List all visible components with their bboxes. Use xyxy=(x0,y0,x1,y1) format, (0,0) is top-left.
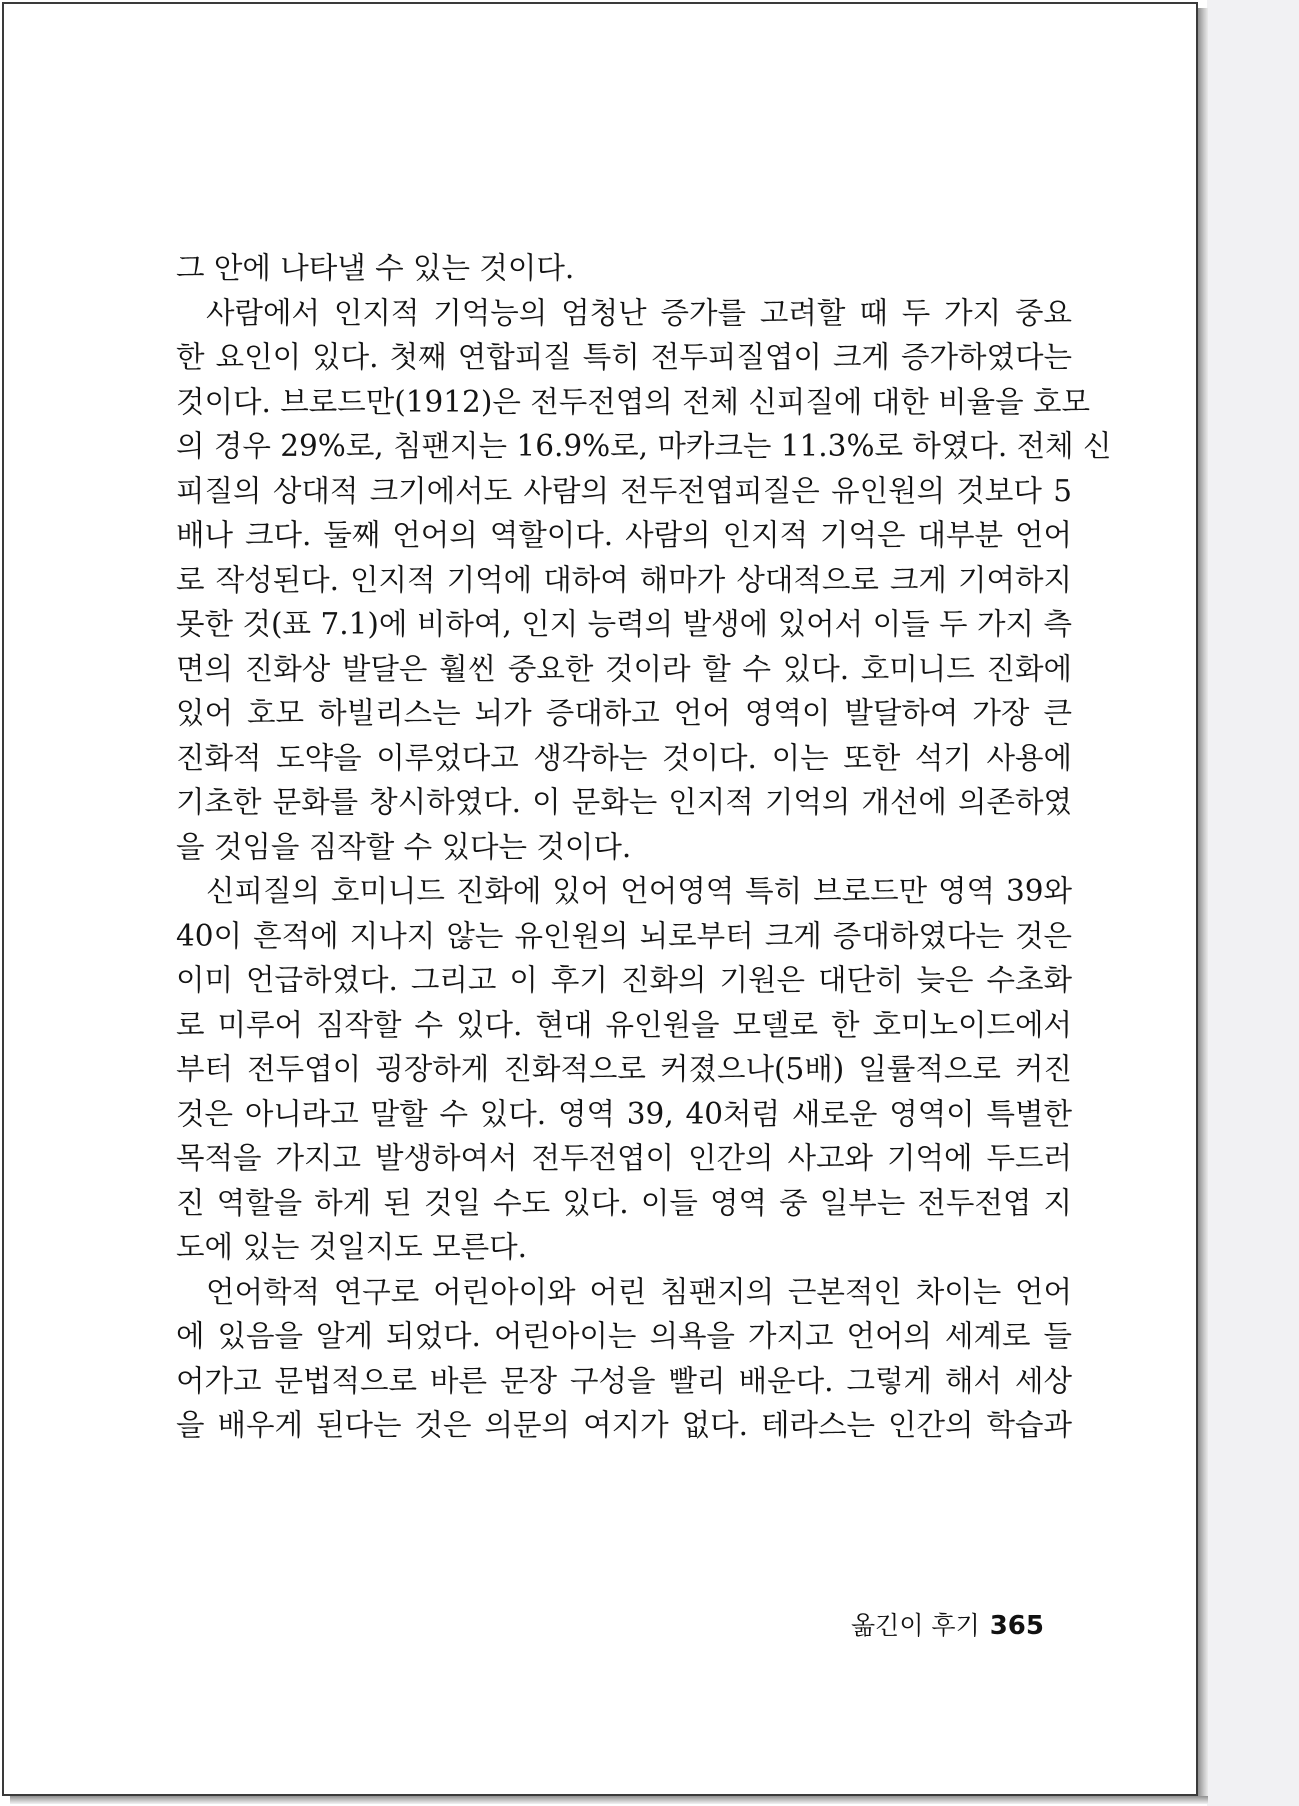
running-title: 옮긴이 후기 xyxy=(851,1611,980,1640)
text-line: 의 경우 29%로, 침팬지는 16.9%로, 마카크는 11.3%로 하였다. 전체 신 xyxy=(176,429,1112,463)
text-line: 신피질의 호미니드 진화에 있어 언어영역 특히 브로드만 영역 39와 xyxy=(206,874,1072,908)
text-line: 언어학적 연구로 어린아이와 어린 침팬지의 근본적인 차이는 언어 xyxy=(206,1274,1072,1309)
text-line: 이미 언급하였다. 그리고 이 후기 진화의 기원은 대단히 늦은 수초화 xyxy=(176,963,1072,997)
text-line: 을 것임을 짐작할 수 있다는 것이다. xyxy=(176,829,632,864)
text-line: 에 있음을 알게 되었다. 어린아이는 의욕을 가지고 언어의 세계로 들 xyxy=(176,1319,1072,1353)
text-line: 40이 흔적에 지나지 않는 유인원의 뇌로부터 크게 증대하였다는 것은 xyxy=(176,918,1072,953)
text-line: 있어 호모 하빌리스는 뇌가 증대하고 언어 영역이 발달하여 가장 큰 xyxy=(176,696,1072,730)
text-line: 그 안에 나타낼 수 있는 것이다. xyxy=(176,251,575,285)
text-line: 로 미루어 짐작할 수 있다. 현대 유인원을 모델로 한 호미노이드에서 xyxy=(176,1007,1072,1042)
text-line: 것은 아니라고 말할 수 있다. 영역 39, 40처럼 새로운 영역이 특별한 xyxy=(176,1096,1072,1131)
page-shadow-bottom xyxy=(10,1796,1208,1804)
text-line: 배나 크다. 둘째 언어의 역할이다. 사람의 인지적 기억은 대부분 언어 xyxy=(176,518,1072,552)
text-line: 기초한 문화를 창시하였다. 이 문화는 인지적 기억의 개선에 의존하였 xyxy=(176,785,1072,819)
text-line: 피질의 상대적 크기에서도 사람의 전두전엽피질은 유인원의 것보다 5 xyxy=(176,473,1072,508)
page-footer xyxy=(804,1606,1044,1642)
text-line: 한 요인이 있다. 첫째 연합피질 특히 전두피질엽이 크게 증가하였다는 xyxy=(176,340,1072,374)
text-line: 면의 진화상 발달은 훨씬 중요한 것이라 할 수 있다. 호미니드 진화에 xyxy=(176,651,1072,686)
text-line: 을 배우게 된다는 것은 의문의 여지가 없다. 테라스는 인간의 학습과 xyxy=(176,1408,1072,1442)
text-line: 목적을 가지고 발생하여서 전두전엽이 인간의 사고와 기억에 두드러 xyxy=(176,1141,1072,1175)
text-line: 것이다. 브로드만(1912)은 전두전엽의 전체 신피질에 대한 비율을 호모 xyxy=(176,384,1091,419)
page-shadow-right xyxy=(1198,8,1208,1804)
text-line: 못한 것(표 7.1)에 비하여, 인지 능력의 발생에 있어서 이들 두 가지 측 xyxy=(176,607,1072,641)
text-line: 진 역할을 하게 된 것일 수도 있다. 이들 영역 중 일부는 전두전엽 지 xyxy=(176,1185,1072,1220)
text-line: 도에 있는 것일지도 모른다. xyxy=(176,1230,527,1264)
body-text xyxy=(176,246,1112,1448)
book-page[interactable] xyxy=(2,2,1198,1796)
page-number: 365 xyxy=(989,1611,1044,1641)
text-line: 부터 전두엽이 굉장하게 진화적으로 커졌으나(5배) 일률적으로 커진 xyxy=(176,1052,1072,1086)
text-line: 로 작성된다. 인지적 기억에 대하여 해마가 상대적으로 크게 기여하지 xyxy=(176,562,1072,597)
text-line: 진화적 도약을 이루었다고 생각하는 것이다. 이는 또한 석기 사용에 xyxy=(176,740,1072,775)
text-line: 어가고 문법적으로 바른 문장 구성을 빨리 배운다. 그렇게 해서 세상 xyxy=(176,1363,1072,1398)
viewer-background-strip xyxy=(1207,0,1299,1806)
text-line: 사람에서 인지적 기억능의 엄청난 증가를 고려할 때 두 가지 중요 xyxy=(206,295,1072,330)
